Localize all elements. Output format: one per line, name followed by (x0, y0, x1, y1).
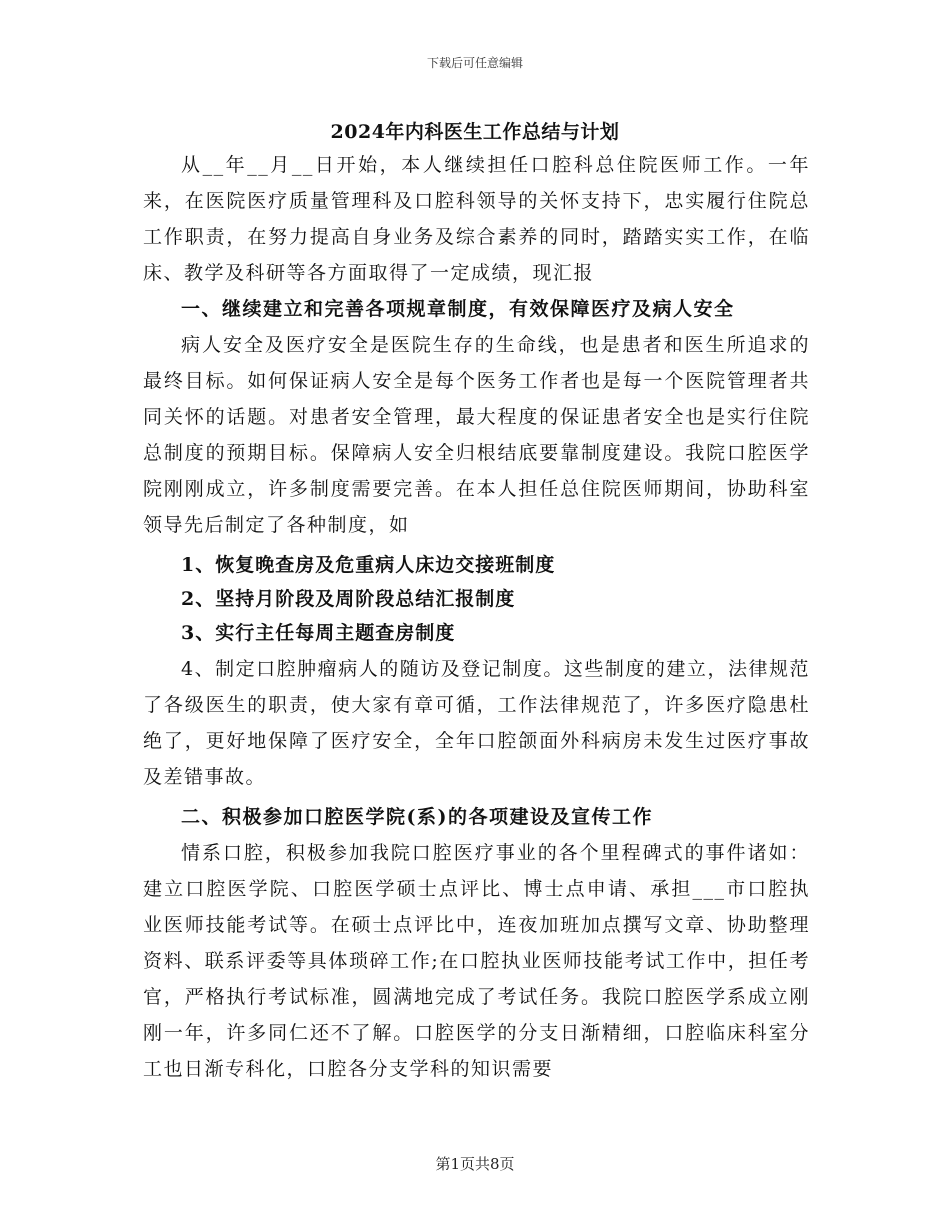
paragraph-item-4: 4、制定口腔肿瘤病人的随访及登记制度。这些制度的建立，法律规范了各级医生的职责，使大家有章可循，工作法律规范了，许多医疗隐患杜绝了，更好地保障了医疗安全，全年口腔颌面外科病房未发生过医疗事故及差错事故。 (143, 658, 810, 788)
list-item-1: 1、恢复晚查房及危重病人床边交接班制度 (181, 554, 556, 576)
section-heading-1: 一、继续建立和完善各项规章制度，有效保障医疗及病人安全 (181, 298, 735, 320)
section-heading-2: 二、积极参加口腔医学院(系)的各项建设及宣传工作 (181, 806, 653, 828)
list-item-2: 2、坚持月阶段及周阶段总结汇报制度 (181, 588, 516, 610)
document-body (143, 147, 810, 1087)
paragraph-promotion: 情系口腔，积极参加我院口腔医疗事业的各个里程碑式的事件诸如：建立口腔医学院、口腔医学硕士点评比、博士点申请、承担___市口腔执业医师技能考试等。在硕士点评比中，连夜加班加点撰写文章、协助整理资料、联系评委等具体琐碎工作;在口腔执业医师技能考试工作中，担任考官，严格执行考试标准，圆满地完成了考试任务。我院口腔医学系成立刚刚一年，许多同仁还不了解。口腔医学的分支日渐精细，口腔临床科室分工也日渐专科化，口腔各分支学科的知识需要 (143, 842, 810, 1080)
list-item-3: 3、实行主任每周主题查房制度 (181, 622, 456, 644)
paragraph-intro: 从__年__月__日开始，本人继续担任口腔科总住院医师工作。一年来，在医院医疗质量管理科及口腔科领导的关怀支持下，忠实履行住院总工作职责，在努力提高自身业务及综合素养的同时，踏踏实实工作，在临床、教学及科研等各方面取得了一定成绩，现汇报 (143, 154, 810, 284)
page-footer: 第1页共8页 (435, 1155, 515, 1173)
paragraph-safety: 病人安全及医疗安全是医院生存的生命线，也是患者和医生所追求的最终目标。如何保证病人安全是每个医务工作者也是每一个医院管理者共同关怀的话题。对患者安全管理，最大程度的保证患者安全也是实行住院总制度的预期目标。保障病人安全归根结底要靠制度建设。我院口腔医学院刚刚成立，许多制度需要完善。在本人担任总住院医师期间，协助科室领导先后制定了各种制度，如 (143, 334, 810, 536)
document-title: 2024年内科医生工作总结与计划 (330, 121, 620, 143)
header-note: 下载后可任意编辑 (426, 56, 523, 70)
